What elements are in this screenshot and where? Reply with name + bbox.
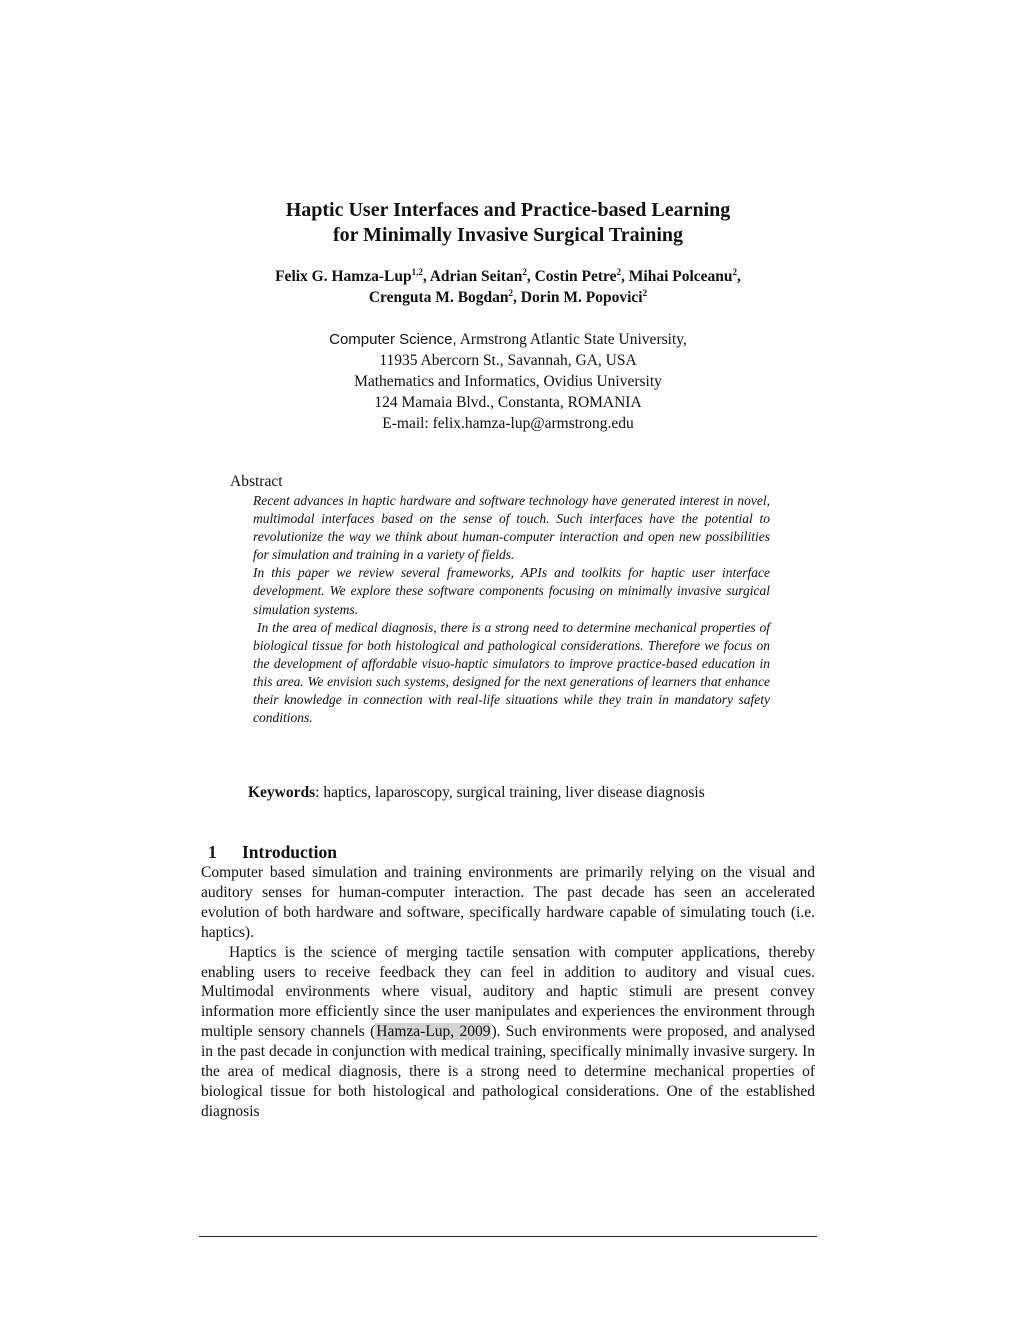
author-name: Felix G. Hamza-Lup [275, 268, 412, 285]
body-text: Haptics is the science of merging tactile sensation with computer applications, thereby enabling users to receive feedback they can feel in addition to auditory and visual cues. Multimodal environments where visual, auditory and haptic stimuli are present convey information more efficiently since the user manipulates and experiences the environment through multiple sensory channels ( [201, 943, 815, 1041]
affiliation-institution-1: Armstrong Atlantic State University, [456, 331, 687, 348]
abstract-body [253, 492, 770, 727]
title-line-1: Haptic User Interfaces and Practice-based Learning [285, 199, 731, 221]
author-affiliation-mark: 2 [522, 267, 527, 277]
abstract-heading: Abstract [230, 473, 283, 490]
affiliation-address-2: 124 Mamaia Blvd., Constanta, ROMANIA [374, 394, 642, 411]
keywords-label: Keywords [248, 784, 316, 801]
author-affiliation-mark: 2 [508, 288, 514, 298]
affiliation-address-1: 11935 Abercorn St., Savannah, GA, USA [379, 352, 637, 369]
abstract-paragraph: In this paper we review several frameworks, APIs and toolkits for haptic user interface development. We explore these software components focusing on minimally invasive surgical simulation systems. [253, 565, 770, 617]
author-name: Crenguta M. Bogdan [368, 289, 509, 306]
author-name: Adrian Seitan [429, 268, 523, 285]
author-name: Mihai Polceanu [628, 268, 733, 285]
title-line-2: for Minimally Invasive Surgical Training [332, 224, 684, 246]
body-text: ). Such environments were proposed, and analysed in the past decade in conjunction with medical training, specifically minimally invasive surgery. In the area of medical diagnosis, there is a strong need to determine mechanical properties of biological tissue for both histological and pathological considerations. One of the established diagnosis [201, 1023, 815, 1120]
keywords [248, 784, 705, 802]
keywords-text: : haptics, laparoscopy, surgical training, liver disease diagnosis [315, 784, 705, 801]
author-name: Dorin M. Popovici [520, 289, 643, 306]
affiliations [200, 329, 816, 434]
introduction-body [201, 863, 815, 1122]
author-affiliation-mark: 2 [732, 267, 738, 277]
section-number: 1 [208, 842, 217, 862]
paper-title [200, 198, 816, 248]
author-name: Costin Petre [534, 268, 617, 285]
affiliation-department-1: Computer Science, [329, 331, 457, 348]
contact-email: E-mail: felix.hamza-lup@armstrong.edu [382, 415, 634, 432]
section-heading-introduction [208, 842, 337, 863]
affiliation-department-2: Mathematics and Informatics, Ovidius University [354, 373, 662, 390]
abstract-paragraph: In the area of medical diagnosis, there is a strong need to determine mechanical properties of biological tissue for both histological and pathological considerations. Therefore we focus on the development of affordable visuo-haptic simulators to improve practice-based education in this area. We envision such systems, designed for the next generations of learners that enhance their knowledge in connection with real-life situations while they train in mandatory safety conditions. [253, 619, 770, 726]
body-paragraph: Computer based simulation and training environments are primarily relying on the visual and auditory senses for human-computer interaction. The past decade has seen an accelerated evolution of both hardware and software, specifically hardware capable of simulating touch (i.e. haptics). [201, 864, 815, 941]
author-affiliation-mark: 2 [616, 267, 622, 277]
footnote-rule [199, 1236, 817, 1237]
body-paragraph [201, 943, 815, 1122]
author-affiliation-mark: 1,2 [411, 267, 423, 277]
citation-link[interactable]: Hamza-Lup, 2009 [376, 1023, 491, 1041]
author-list: Felix G. Hamza-Lup$^{1,2}$, Adrian Seitan$^2$, Costin Petre$^2$, Mihai Polceanu$^2$, Crenguta M. Bogdan$^2$, Dorin M. Popovici$^2$ [275, 267, 741, 306]
section-title: Introduction [242, 842, 337, 862]
abstract-paragraph: Recent advances in haptic hardware and software technology have generated interest in novel, multimodal interfaces based on the sense of touch. Such interfaces have the potential to revolutionize the way we think about human-computer interaction and open new possibilities for simulation and training in a variety of fields. [253, 493, 770, 563]
author-affiliation-mark: 2 [642, 288, 648, 298]
